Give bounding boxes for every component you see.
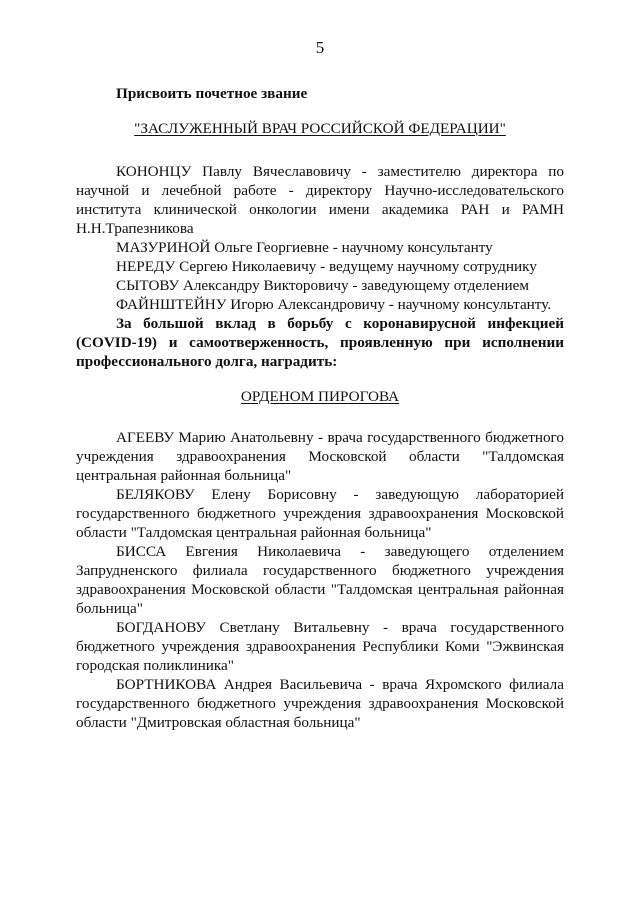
section1-heading: Присвоить почетное звание — [116, 85, 308, 102]
award-entry: КОНОНЦУ Павлу Вячеславовичу - заместителю директора по научной и лечебной работе - директору Научно-исследовательского института клинической онкологии имени академика РАН и РАМН Н.Н.Трапезникова — [76, 163, 564, 237]
section1-title: "ЗАСЛУЖЕННЫЙ ВРАЧ РОССИЙСКОЙ ФЕДЕРАЦИИ" — [134, 120, 506, 137]
award-entry: ФАЙНШТЕЙНУ Игорю Александровичу - научному консультанту. — [116, 296, 552, 313]
section1-entries — [76, 162, 564, 314]
page-number: 5 — [315, 38, 325, 57]
award-entry: АГЕЕВУ Марию Анатольевну - врача государственного бюджетного учреждения здравоохранения Московской области "Талдомская центральная районная больница" — [76, 429, 564, 484]
section2-entries — [76, 428, 564, 732]
award-entry: БИССА Евгения Николаевича - заведующего отделением Запрудненского филиала государственного бюджетного учреждения здравоохранения Московской области "Талдомская центральная районная больница" — [76, 543, 564, 617]
award-entry: МАЗУРИНОЙ Ольге Георгиевне - научному консультанту — [116, 239, 493, 256]
award-entry: БОГДАНОВУ Светлану Витальевну - врача государственного бюджетного учреждения здравоохранения Республики Коми "Эжвинская городская поликлиника" — [76, 619, 564, 674]
award-entry: БЕЛЯКОВУ Елену Борисовну - заведующую лабораторией государственного бюджетного учреждения здравоохранения Московской области "Талдомская центральная районная больница" — [76, 486, 564, 541]
award-entry: СЫТОВУ Александру Викторовичу - заведующему отделением — [116, 277, 529, 294]
section2-intro: За большой вклад в борьбу с коронавирусной инфекцией (COVID-19) и самоотверженность, проявленную при исполнении профессионального долга, наградить: — [76, 315, 564, 370]
document-body — [76, 84, 564, 732]
section2-title: ОРДЕНОМ ПИРОГОВА — [240, 388, 400, 405]
award-entry: БОРТНИКОВА Андрея Васильевича - врача Яхромского филиала государственного бюджетного учреждения здравоохранения Московской области "Дмитровская областная больница" — [76, 676, 564, 731]
award-entry: НЕРЕДУ Сергею Николаевичу - ведущему научному сотруднику — [116, 258, 537, 275]
